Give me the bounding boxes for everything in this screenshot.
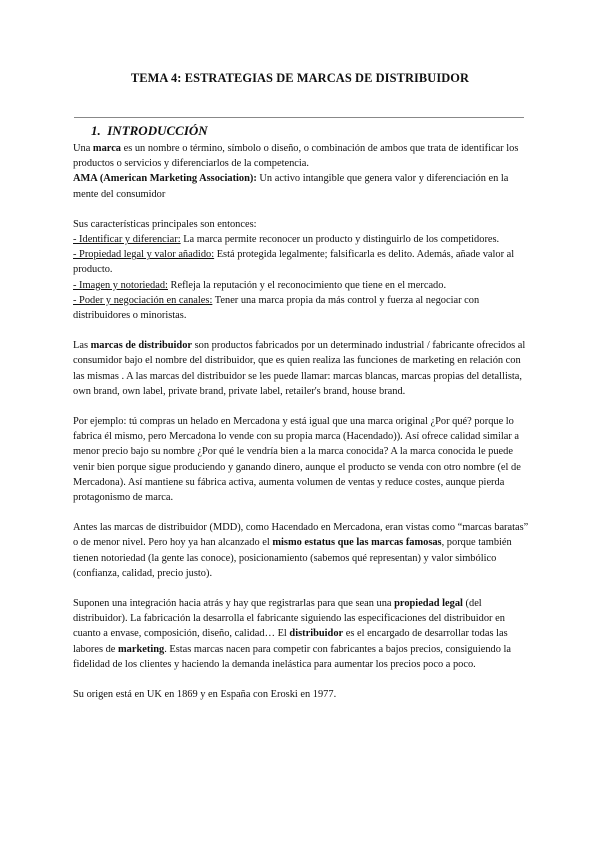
text-run: es el encargado de desarrollar todas las labores de <box>73 628 508 655</box>
bold-term-marca: marca <box>92 143 122 154</box>
text-run: es un nombre o término, símbolo o diseño, o combinación de ambos que trata de identificar los productos o servicios y diferenciarlos de la competencia. <box>73 143 519 170</box>
feature-label: - Identificar y diferenciar: <box>73 234 181 246</box>
text-run: Una <box>73 143 93 154</box>
text-run: Las <box>73 340 91 352</box>
text-run: (del distribuidor). La fabricación la desarrolla el fabricante siguiendo las especificaciones del distribuidor en cuanto a envase, composición, diseño, calidad… <box>73 598 505 640</box>
paragraph-brand-definition <box>73 141 533 171</box>
feature-text: Refleja la reputación y el reconocimiento que tiene en el mercado. <box>167 279 447 291</box>
features-intro: Sus características principales son entonces: <box>73 218 257 230</box>
spacer <box>73 581 533 596</box>
spacer <box>73 323 533 338</box>
paragraph-ama-definition <box>73 171 533 201</box>
paragraph-status <box>73 520 533 581</box>
feature-text: Tener una marca propia da más control y fuerza al negociar con distribuidores o minoristas. <box>73 294 480 322</box>
document-body <box>73 141 533 702</box>
feature-item <box>73 293 533 323</box>
spacer <box>73 399 533 414</box>
bold-term-distributor: distribuidor <box>289 628 344 640</box>
bold-term-ama: AMA (American Marketing Association): <box>73 173 257 185</box>
spacer <box>73 672 533 687</box>
paragraph-distributor-brands <box>73 338 533 399</box>
feature-label: - Poder y negociación en canales: <box>73 294 213 306</box>
title-divider <box>74 117 524 118</box>
bold-term-marketing: marketing <box>118 643 165 655</box>
text-run: Suponen una integración hacia atrás y hay que registrarlas para que sean una <box>73 598 395 610</box>
section-number: 1. <box>91 123 101 138</box>
feature-item <box>73 232 533 247</box>
text-run: Un activo intangible que genera valor y diferenciación en la mente del consumidor <box>73 173 509 200</box>
paragraph-example: Por ejemplo: tú compras un helado en Mercadona y está igual que una marca original ¿Por qué? porque lo fabrica él mismo, pero Mercadona lo vende con su propia marca (Hacendado)). Así ofrece calidad similar a menor precio bajo su nombre ¿Por qué le vendría bien a la marca conocida? A la marca conocida le puede venir bien porque sigue produciendo y ganando dinero, aunque el producto se venda con otro nombre (el de Mercadona). Así mantiene su fábrica activa, aumenta volumen de ventas y reduce costes, aunque pierda protagonismo de marca. <box>73 416 521 504</box>
section-title: INTRODUCCIÓN <box>107 123 208 138</box>
bold-term-distributor-brands: marcas de distribuidor <box>90 340 193 352</box>
document-title: TEMA 4: ESTRATEGIAS DE MARCAS DE DISTRIBUIDOR <box>130 71 470 85</box>
feature-item <box>73 247 533 277</box>
feature-text: La marca permite reconocer un producto y distinguirlo de los competidores. <box>180 234 500 246</box>
feature-item <box>73 278 533 293</box>
text-run: Antes las marcas de distribuidor (MDD), como Hacendado en Mercadona, eran vistas como “marcas baratas” o de menor nivel. Pero hoy ya han alcanzado el <box>73 522 529 549</box>
feature-text: Está protegida legalmente; falsificarla es delito. Además, añade valor al producto. <box>73 249 515 276</box>
text-run: . Estas marcas nacen para competir con fabricantes a bajos precios, consiguiendo la fidelidad de los clientes y haciendo la demanda inelástica para aumentar los precios poco a poco. <box>73 643 511 670</box>
feature-label: - Propiedad legal y valor añadido: <box>73 249 215 261</box>
feature-label: - Imagen y notoriedad: <box>73 279 168 291</box>
text-run: , porque también tienen notoriedad (la gente las conoce), posicionamiento (sabemos qué representan) y valor simbólico (confianza, calidad, precio justo). <box>73 537 512 579</box>
text-run: El <box>277 628 290 640</box>
spacer <box>73 202 533 217</box>
paragraph-integration <box>73 596 533 672</box>
text-run: son productos fabricados por un determinado industrial / fabricante ofrecidos al consumidor bajo el nombre del distribuidor, que es quien realiza las funciones de marketing en relación con las mismas . A las marcas del distribuidor se les puede llamar: marcas blancas, marcas propias del detallista, own brand, own label, private brand, private label, retailer's brand, house brand. <box>73 340 526 397</box>
spacer <box>73 505 533 520</box>
bold-term-status: mismo estatus que las marcas famosas <box>272 537 442 549</box>
paragraph-origin: Su origen está en UK en 1869 y en España con Eroski en 1977. <box>73 689 337 701</box>
bold-term-legal-property: propiedad legal <box>394 598 463 610</box>
section-heading <box>91 123 208 138</box>
